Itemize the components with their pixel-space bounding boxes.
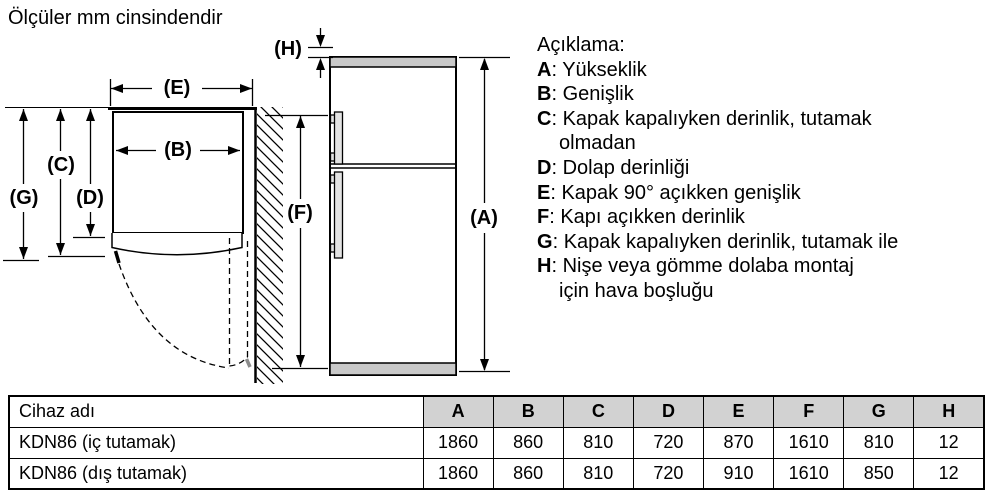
legend-text: Genişlik [562, 83, 634, 106]
front-view-diagram [308, 28, 510, 375]
fridge-top-panel [330, 57, 456, 67]
legend-item-e: E: Kapak 90° açıkken genişlik [537, 181, 801, 204]
legend-key: E [537, 181, 551, 204]
value-cell: 12 [914, 458, 984, 489]
value-cell: 860 [493, 458, 563, 489]
fridge-body [330, 57, 456, 375]
dim-label-c: (C) [47, 154, 75, 176]
dimension-d [73, 109, 105, 238]
closed-door [112, 233, 242, 255]
fridge-base-panel [330, 363, 456, 375]
legend-key: B [537, 83, 552, 106]
table-header-row [9, 396, 984, 427]
value-cell: 1860 [423, 458, 493, 489]
dim-label-h: (H) [274, 38, 302, 60]
table-col-header-d: D [633, 396, 703, 427]
legend-text: Nişe veya gömme dolaba montaj [562, 255, 854, 278]
door-handle-closed [116, 251, 120, 263]
legend-key: H [537, 255, 552, 278]
legend-text: Dolap derinliği [562, 156, 690, 179]
wall-hatching [257, 107, 283, 384]
value-cell: 1860 [423, 427, 493, 458]
side-wall [256, 107, 284, 384]
dim-label-e: (E) [163, 77, 191, 99]
value-cell: 1610 [774, 458, 844, 489]
dim-label-a: (A) [470, 207, 498, 229]
legend-heading: Açıklama: [537, 34, 625, 56]
legend-text: Kapak 90° açıkken genişlik [561, 181, 801, 204]
device-name-cell: KDN86 (dış tutamak) [9, 458, 423, 489]
door-swing-arc [119, 264, 229, 368]
legend-item-g: G: Kapak kapalıyken derinlik, tutamak ile [537, 230, 899, 253]
legend-item-b: B: Genişlik [537, 83, 634, 106]
legend-text-cont: olmadan [559, 132, 636, 155]
legend-text: Yükseklik [562, 58, 647, 81]
legend-text: Kapak kapalıyken derinlik, tutamak [562, 107, 872, 130]
legend-text: Kapak kapalıyken derinlik, tutamak ile [563, 230, 899, 253]
dimension-c [48, 109, 105, 257]
legend-text-cont: için hava boşluğu [559, 279, 714, 302]
page-title: Ölçüler mm cinsindendir [8, 7, 223, 29]
dim-label-b: (B) [164, 139, 192, 161]
legend-item-f: F: Kapı açıkken derinlik [537, 206, 745, 229]
value-cell: 720 [633, 458, 703, 489]
dim-label-f: (F) [287, 202, 313, 224]
dimension-g [3, 109, 39, 261]
legend-item-d: D: Dolap derinliği [537, 156, 690, 179]
open-door-dashed [230, 238, 248, 366]
device-name-cell: KDN86 (iç tutamak) [9, 427, 423, 458]
value-cell: 810 [844, 427, 914, 458]
value-cell: 12 [914, 427, 984, 458]
table-col-header-h: H [914, 396, 984, 427]
legend-item-a: A: Yükseklik [537, 58, 647, 81]
legend-key: C [537, 107, 552, 130]
value-cell: 860 [493, 427, 563, 458]
table-col-header-a: A [423, 396, 493, 427]
table-col-header-f: F [774, 396, 844, 427]
top-view-diagram [3, 79, 328, 384]
table-row [9, 427, 984, 458]
value-cell: 720 [633, 427, 703, 458]
legend-key: A [537, 58, 552, 81]
table-col-header-b: B [493, 396, 563, 427]
legend-key: F [537, 206, 550, 229]
legend-item-h: H: Nişe veya gömme dolaba montaj için hava boşluğu [537, 254, 989, 303]
value-cell: 850 [844, 458, 914, 489]
dim-label-g: (G) [9, 187, 39, 209]
legend-key: D [537, 156, 552, 179]
value-cell: 870 [704, 427, 774, 458]
legend [537, 33, 989, 304]
legend-text: Kapı açıkken derinlik [560, 206, 745, 229]
spec-table [8, 395, 985, 490]
door-handle-open [247, 359, 251, 367]
value-cell: 910 [704, 458, 774, 489]
table-col-header-e: E [704, 396, 774, 427]
dim-label-d: (D) [76, 187, 104, 209]
table-row [9, 458, 984, 489]
table-header-device: Cihaz adı [9, 396, 423, 427]
value-cell: 810 [563, 427, 633, 458]
table-col-header-g: G [844, 396, 914, 427]
value-cell: 810 [563, 458, 633, 489]
legend-item-c: C: Kapak kapalıyken derinlik, tutamak olmadan [537, 107, 989, 156]
table-col-header-c: C [563, 396, 633, 427]
legend-key: G [537, 230, 553, 253]
cabinet-top-view [113, 112, 243, 233]
value-cell: 1610 [774, 427, 844, 458]
